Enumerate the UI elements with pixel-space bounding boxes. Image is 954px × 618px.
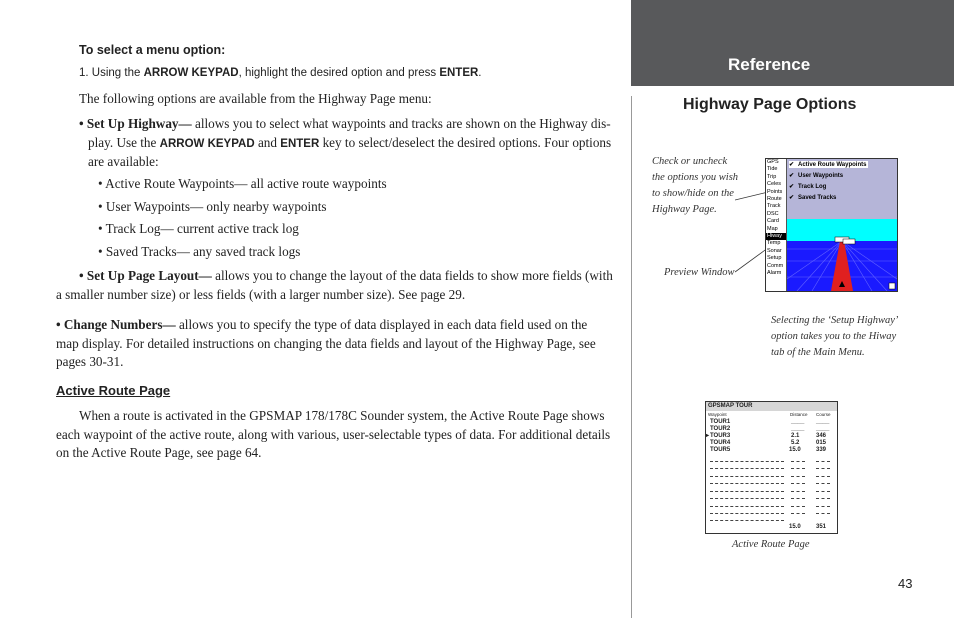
route-waypoint-name: TOUR3	[710, 433, 731, 439]
empty-cell	[816, 491, 830, 492]
option-label: User Waypoints	[798, 173, 844, 179]
menu-tab: Points	[767, 188, 783, 195]
route-waypoint-name: TOUR2	[710, 426, 731, 432]
route-total-course: 351	[816, 524, 827, 530]
option-setup-highway-text-d: are available:	[88, 154, 159, 169]
menu-tab: Card	[767, 218, 779, 225]
caption-line: the options you wish	[652, 172, 739, 183]
empty-cell	[816, 468, 830, 469]
option-setup-highway-label: • Set Up Highway—	[79, 116, 192, 131]
caption-line: option takes you to the Hiway	[771, 331, 897, 342]
empty-row	[710, 461, 784, 462]
step-1-mid: , highlight the desired option and press	[238, 67, 440, 79]
option-change-numbers-text: allows you to specify the type of data displayed in each data field used on the	[175, 317, 588, 332]
menu-tab: Map	[767, 225, 778, 232]
highway-setup-screenshot	[765, 158, 898, 292]
menu-tab: Setup	[767, 255, 782, 262]
and-text: and	[254, 134, 281, 150]
caption-line: Selecting the ‘Setup Highway’	[771, 315, 899, 326]
empty-cell	[791, 506, 805, 507]
empty-row	[710, 498, 784, 499]
empty-cell	[791, 513, 805, 514]
caption-line: Check or uncheck	[652, 156, 728, 167]
caption-preview-window: Preview Window	[664, 267, 735, 278]
page-number: 43	[898, 576, 913, 591]
route-total-distance: 15.0	[789, 524, 801, 530]
empty-cell	[816, 513, 830, 514]
option-user-waypoints	[789, 172, 843, 179]
corner-indicator-icon	[889, 283, 895, 289]
option-setup-highway-text-c: key to select/deselect the desired options. Four options	[319, 134, 612, 150]
menu-tab: GPS	[767, 159, 779, 165]
option-setup-highway-text-b: play. Use the	[88, 134, 160, 150]
route-distance: 15.0	[789, 447, 801, 453]
col-course: Course	[816, 412, 831, 417]
route-course: 346	[816, 433, 827, 439]
main-menu-tabs	[766, 159, 787, 291]
empty-row	[710, 476, 784, 477]
arrow-keypad-key-2: ARROW KEYPAD	[159, 137, 255, 150]
menu-heading: To select a menu option:	[79, 43, 226, 57]
empty-row	[710, 491, 784, 492]
menu-tab: Trip	[767, 173, 777, 180]
route-distance: 2.1	[791, 433, 800, 439]
menu-tab: Temp	[767, 240, 781, 247]
caption-setup-highway	[771, 313, 898, 361]
option-page-layout-label: • Set Up Page Layout—	[79, 268, 212, 283]
enter-key-2: ENTER	[280, 137, 320, 150]
caption-line: tab of the Main Menu.	[771, 347, 865, 358]
route-distance: ____	[791, 426, 805, 432]
option-page-layout	[56, 267, 613, 304]
empty-cell	[791, 468, 805, 469]
option-change-numbers	[56, 316, 596, 372]
sub-bullet: • User Waypoints— only nearby waypoints	[98, 198, 327, 214]
checkmark-icon: ✔	[789, 162, 795, 168]
reference-tab-label: Reference	[728, 55, 811, 74]
step-1-end: .	[478, 67, 482, 79]
sub-bullet: • Active Route Waypoints— all active route waypoints	[98, 176, 387, 191]
route-waypoint-name: TOUR5	[710, 447, 731, 453]
option-change-numbers-text-b: map display. For detailed instructions on changing the data fields and layout of the Highway Page, see	[56, 335, 596, 351]
route-course: ____	[816, 419, 830, 425]
menu-tab: Route	[767, 196, 782, 203]
caption-line: to show/hide on the	[652, 188, 734, 199]
empty-cell	[791, 476, 805, 477]
empty-row	[710, 506, 784, 507]
empty-cell	[791, 498, 805, 499]
route-title-bar: GPSMAP TOUR	[706, 402, 837, 411]
highway-options-panel	[787, 159, 897, 219]
active-route-screenshot	[705, 401, 838, 534]
route-column-headers	[706, 411, 837, 418]
route-course: 339	[816, 447, 827, 453]
option-label: Saved Tracks	[798, 195, 837, 201]
option-page-layout-text-b: a smaller number size) or less fields (with a larger number size). See page 29.	[56, 286, 466, 302]
route-total-row	[706, 523, 837, 531]
waypoint-label-box	[843, 239, 855, 244]
menu-tab: Celes	[767, 181, 782, 188]
empty-cell	[816, 483, 830, 484]
caption-active-route: Active Route Page	[732, 539, 810, 550]
option-change-numbers-label: • Change Numbers—	[56, 317, 176, 332]
menu-tab: Track	[767, 203, 781, 210]
menu-tab: Alarm	[767, 270, 782, 277]
option-page-layout-text: allows you to change the layout of the data fields to show more fields (with	[211, 268, 613, 283]
option-setup-highway-text: allows you to select what waypoints and tracks are shown on the Highway dis-	[191, 116, 611, 131]
step-1-prefix: 1. Using the	[79, 67, 144, 79]
section-text-c: on the Active Route Page, see page 64.	[56, 445, 262, 460]
section-text-a: When a route is activated in the GPSMAP 178/178C Sounder system, the Active Route Page shows	[79, 408, 605, 423]
section-text-b: each waypoint of the active route, along with various, user-selectable types of data. For additional details	[56, 426, 611, 442]
route-distance: ____	[791, 419, 805, 425]
section-paragraph	[56, 407, 610, 463]
preview-window	[787, 219, 897, 291]
empty-cell	[816, 461, 830, 462]
checkmark-icon: ✔	[789, 184, 795, 190]
empty-row	[710, 520, 784, 521]
option-saved-tracks	[789, 194, 836, 201]
empty-cell	[791, 483, 805, 484]
intro-text: The following options are available from the Highway Page menu:	[79, 91, 432, 106]
empty-cell	[816, 476, 830, 477]
checkmark-icon: ✔	[789, 173, 795, 179]
section-title: Active Route Page	[56, 383, 171, 398]
step-1	[79, 67, 482, 79]
route-waypoint-name: TOUR4	[710, 440, 731, 446]
option-change-numbers-text-c: pages 30-31.	[56, 354, 124, 369]
column-divider	[631, 96, 632, 618]
sub-bullet-list	[98, 175, 387, 265]
empty-cell	[791, 461, 805, 462]
menu-tab-hiway-selected: Hiway	[766, 233, 786, 240]
empty-cell	[791, 491, 805, 492]
enter-key: ENTER	[439, 67, 479, 79]
option-label: Track Log	[798, 184, 827, 190]
sub-bullet: • Track Log— current active track log	[98, 221, 299, 236]
option-track-log	[789, 183, 826, 190]
empty-cell	[816, 506, 830, 507]
empty-row	[710, 483, 784, 484]
caption-check-options	[652, 154, 738, 218]
empty-row	[710, 513, 784, 514]
col-distance: Distance	[790, 412, 808, 417]
route-waypoint-name: TOUR1	[710, 419, 731, 425]
option-setup-highway	[79, 115, 624, 172]
col-waypoint: Waypoint	[708, 412, 727, 417]
sub-bullet: • Saved Tracks— any saved track logs	[98, 243, 301, 259]
empty-cell	[816, 498, 830, 499]
page-title: Highway Page Options	[683, 96, 857, 113]
menu-tab: Comm	[767, 262, 784, 269]
menu-tab: Sonar	[767, 247, 782, 254]
route-course: ____	[816, 426, 830, 432]
active-pointer-icon: ▸	[706, 433, 710, 439]
menu-tab: Tide	[767, 166, 778, 173]
option-label: Active Route Waypoints	[798, 162, 867, 168]
empty-row	[710, 468, 784, 469]
caption-line: Highway Page.	[652, 204, 717, 215]
menu-tab: DSC	[767, 210, 779, 217]
option-active-route-waypoints	[789, 161, 868, 168]
route-row	[706, 446, 837, 454]
route-course: 015	[816, 440, 827, 446]
route-distance: 5.2	[791, 440, 800, 446]
checkmark-icon: ✔	[789, 195, 795, 201]
arrow-keypad-key: ARROW KEYPAD	[143, 67, 239, 79]
